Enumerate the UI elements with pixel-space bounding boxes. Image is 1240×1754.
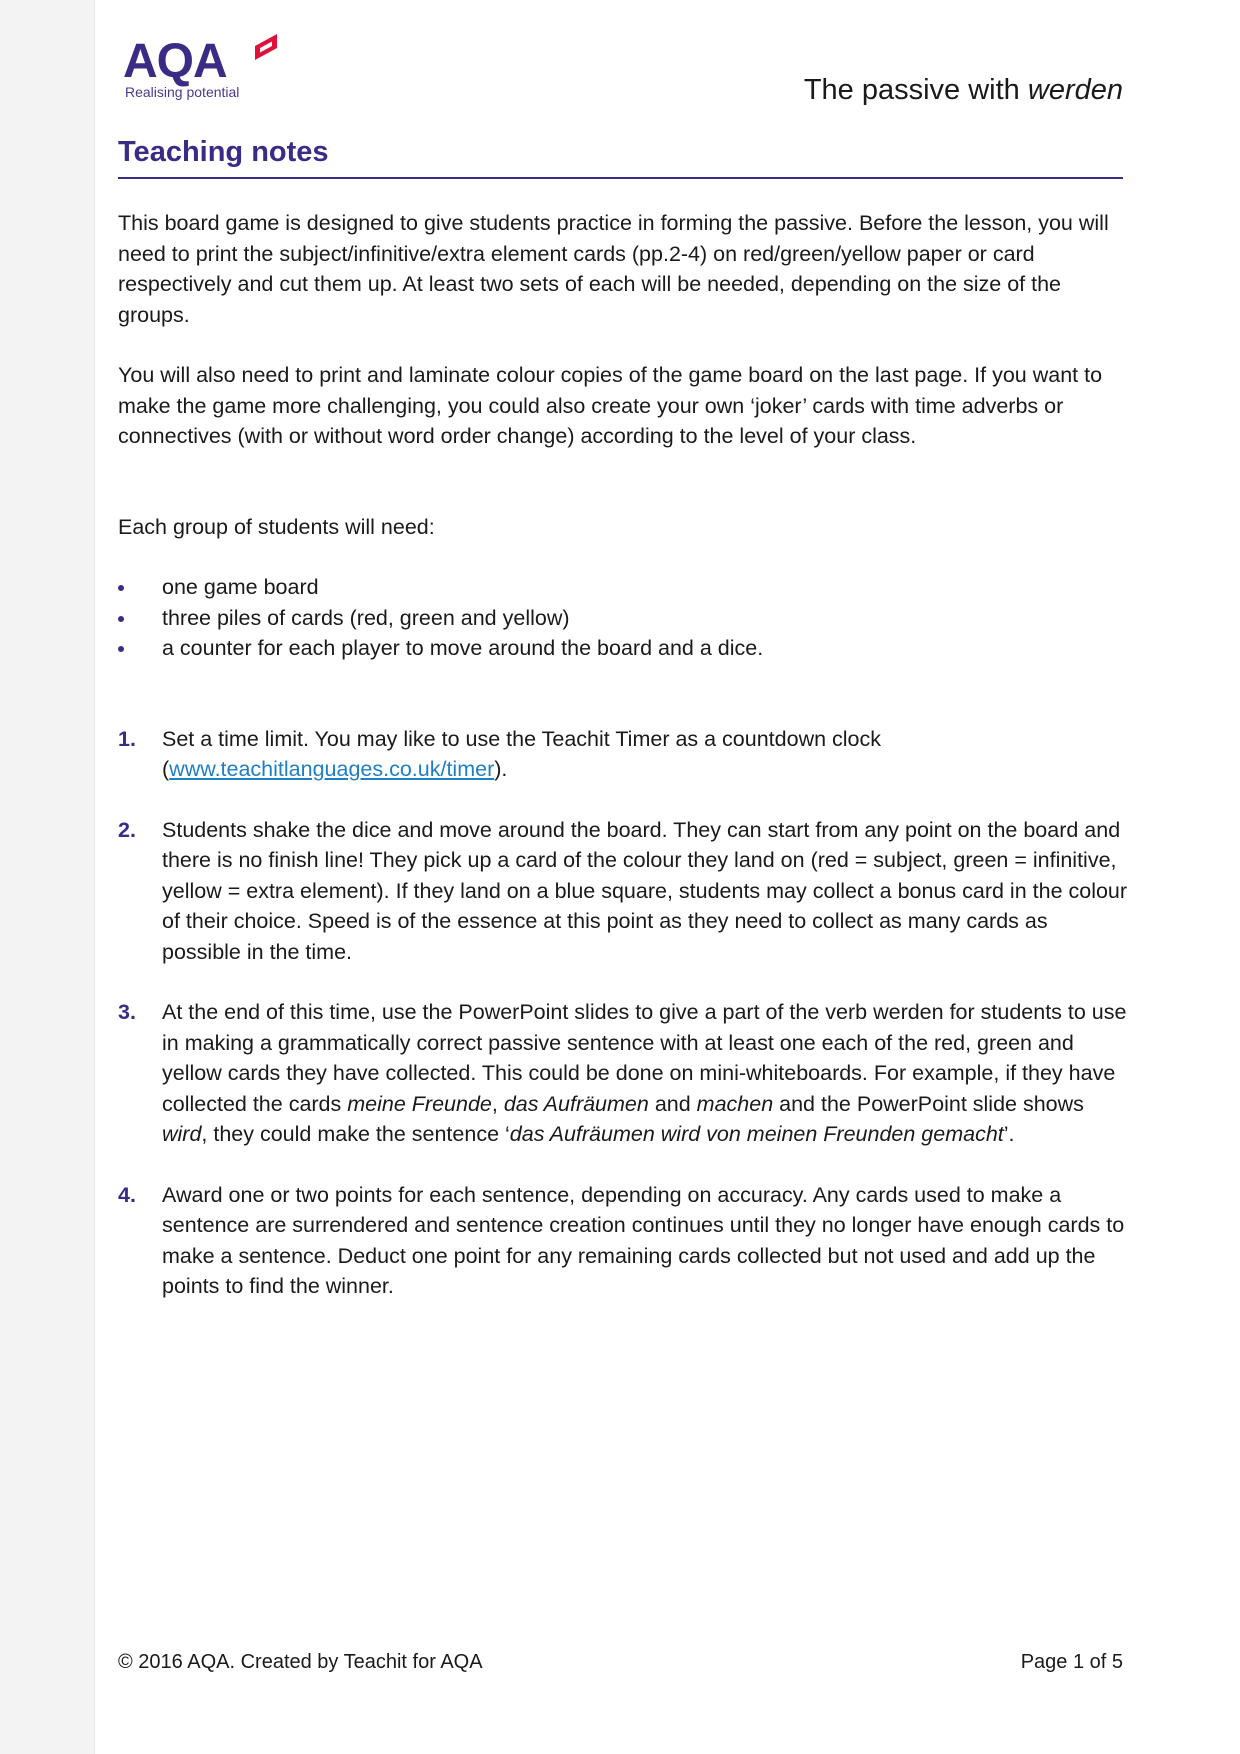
- step-number: 4.: [118, 1182, 136, 1207]
- footer-copyright: © 2016 AQA. Created by Teachit for AQA: [118, 1651, 483, 1673]
- aqa-logo: [123, 34, 283, 104]
- intro-paragraph-1: This board game is designed to give students practice in forming the passive. Before the lesson, you will need to print the subject/infinitive/extra element cards (pp.2-4) on red/green/yellow paper or card respectively and cut them up. At least two sets of each will be needed, depending on the size of the groups.: [118, 211, 1109, 327]
- section-title: Teaching notes: [118, 136, 329, 168]
- step-3: 3. At the end of this time, use the PowerPoint slides to give a part of the verb werden for students to use in making a grammatically correct passive sentence with at least one each of the red, green and yellow cards they have collected. This could be done on mini-whiteboards. For example, if they have collected the cards meine Freunde, das Aufräumen and machen and the PowerPoint slide shows wird, they could make the sentence ‘das Aufräumen wird von meinen Freunden gemacht’.: [118, 997, 1128, 1150]
- document-page: [95, 0, 1240, 1754]
- step-2: 2. Students shake the dice and move around the board. They can start from any point on the board and there is no finish line! They pick up a card of the colour they land on (red = subject, green = infinitive, yellow = extra element). If they land on a blue square, students may collect a bonus card in the colour of their choice. Speed is of the essence at this point as they need to collect as many cards as possible in the time.: [118, 815, 1128, 968]
- step-1: 1. Set a time limit. You may like to use the Teachit Timer as a countdown clock (www.teachitlanguages.co.uk/timer).: [118, 724, 1128, 785]
- teachit-timer-link[interactable]: www.teachitlanguages.co.uk/timer: [169, 757, 495, 781]
- bullet-icon: [118, 616, 124, 622]
- list-item: a counter for each player to move around the board and a dice.: [118, 633, 1128, 664]
- list-item: one game board: [118, 572, 1128, 603]
- aqa-flag-icon: [253, 34, 279, 64]
- instructions-list: [118, 724, 1128, 1302]
- intro-paragraph-2: You will also need to print and laminate colour copies of the game board on the last page. If you want to make the game more challenging, you could also create your own ‘joker’ cards with time adverbs or connectives (with or without word order change) according to the level of your class.: [118, 363, 1103, 448]
- bullet-icon: [118, 646, 124, 652]
- logo-tagline: Realising potential: [125, 84, 240, 100]
- step-number: 2.: [118, 817, 136, 842]
- materials-list: [118, 572, 1128, 664]
- bullet-icon: [118, 585, 124, 591]
- intro-paragraph-3: Each group of students will need:: [118, 514, 435, 539]
- title-divider: [118, 177, 1123, 179]
- document-title: The passive with werden: [803, 74, 1123, 106]
- list-item: three piles of cards (red, green and yellow): [118, 603, 1128, 634]
- step-4: 4. Award one or two points for each sentence, depending on accuracy. Any cards used to make a sentence are surrendered and sentence creation continues until they no longer have enough cards to make a sentence. Deduct one point for any remaining cards collected but not used and add up the points to find the winner.: [118, 1180, 1128, 1302]
- logo-text: AQA: [123, 35, 227, 88]
- step-number: 3.: [118, 1000, 136, 1024]
- step-number: 1.: [118, 726, 136, 751]
- document-body: [118, 208, 1128, 1332]
- page-number: Page 1 of 5: [1020, 1651, 1123, 1673]
